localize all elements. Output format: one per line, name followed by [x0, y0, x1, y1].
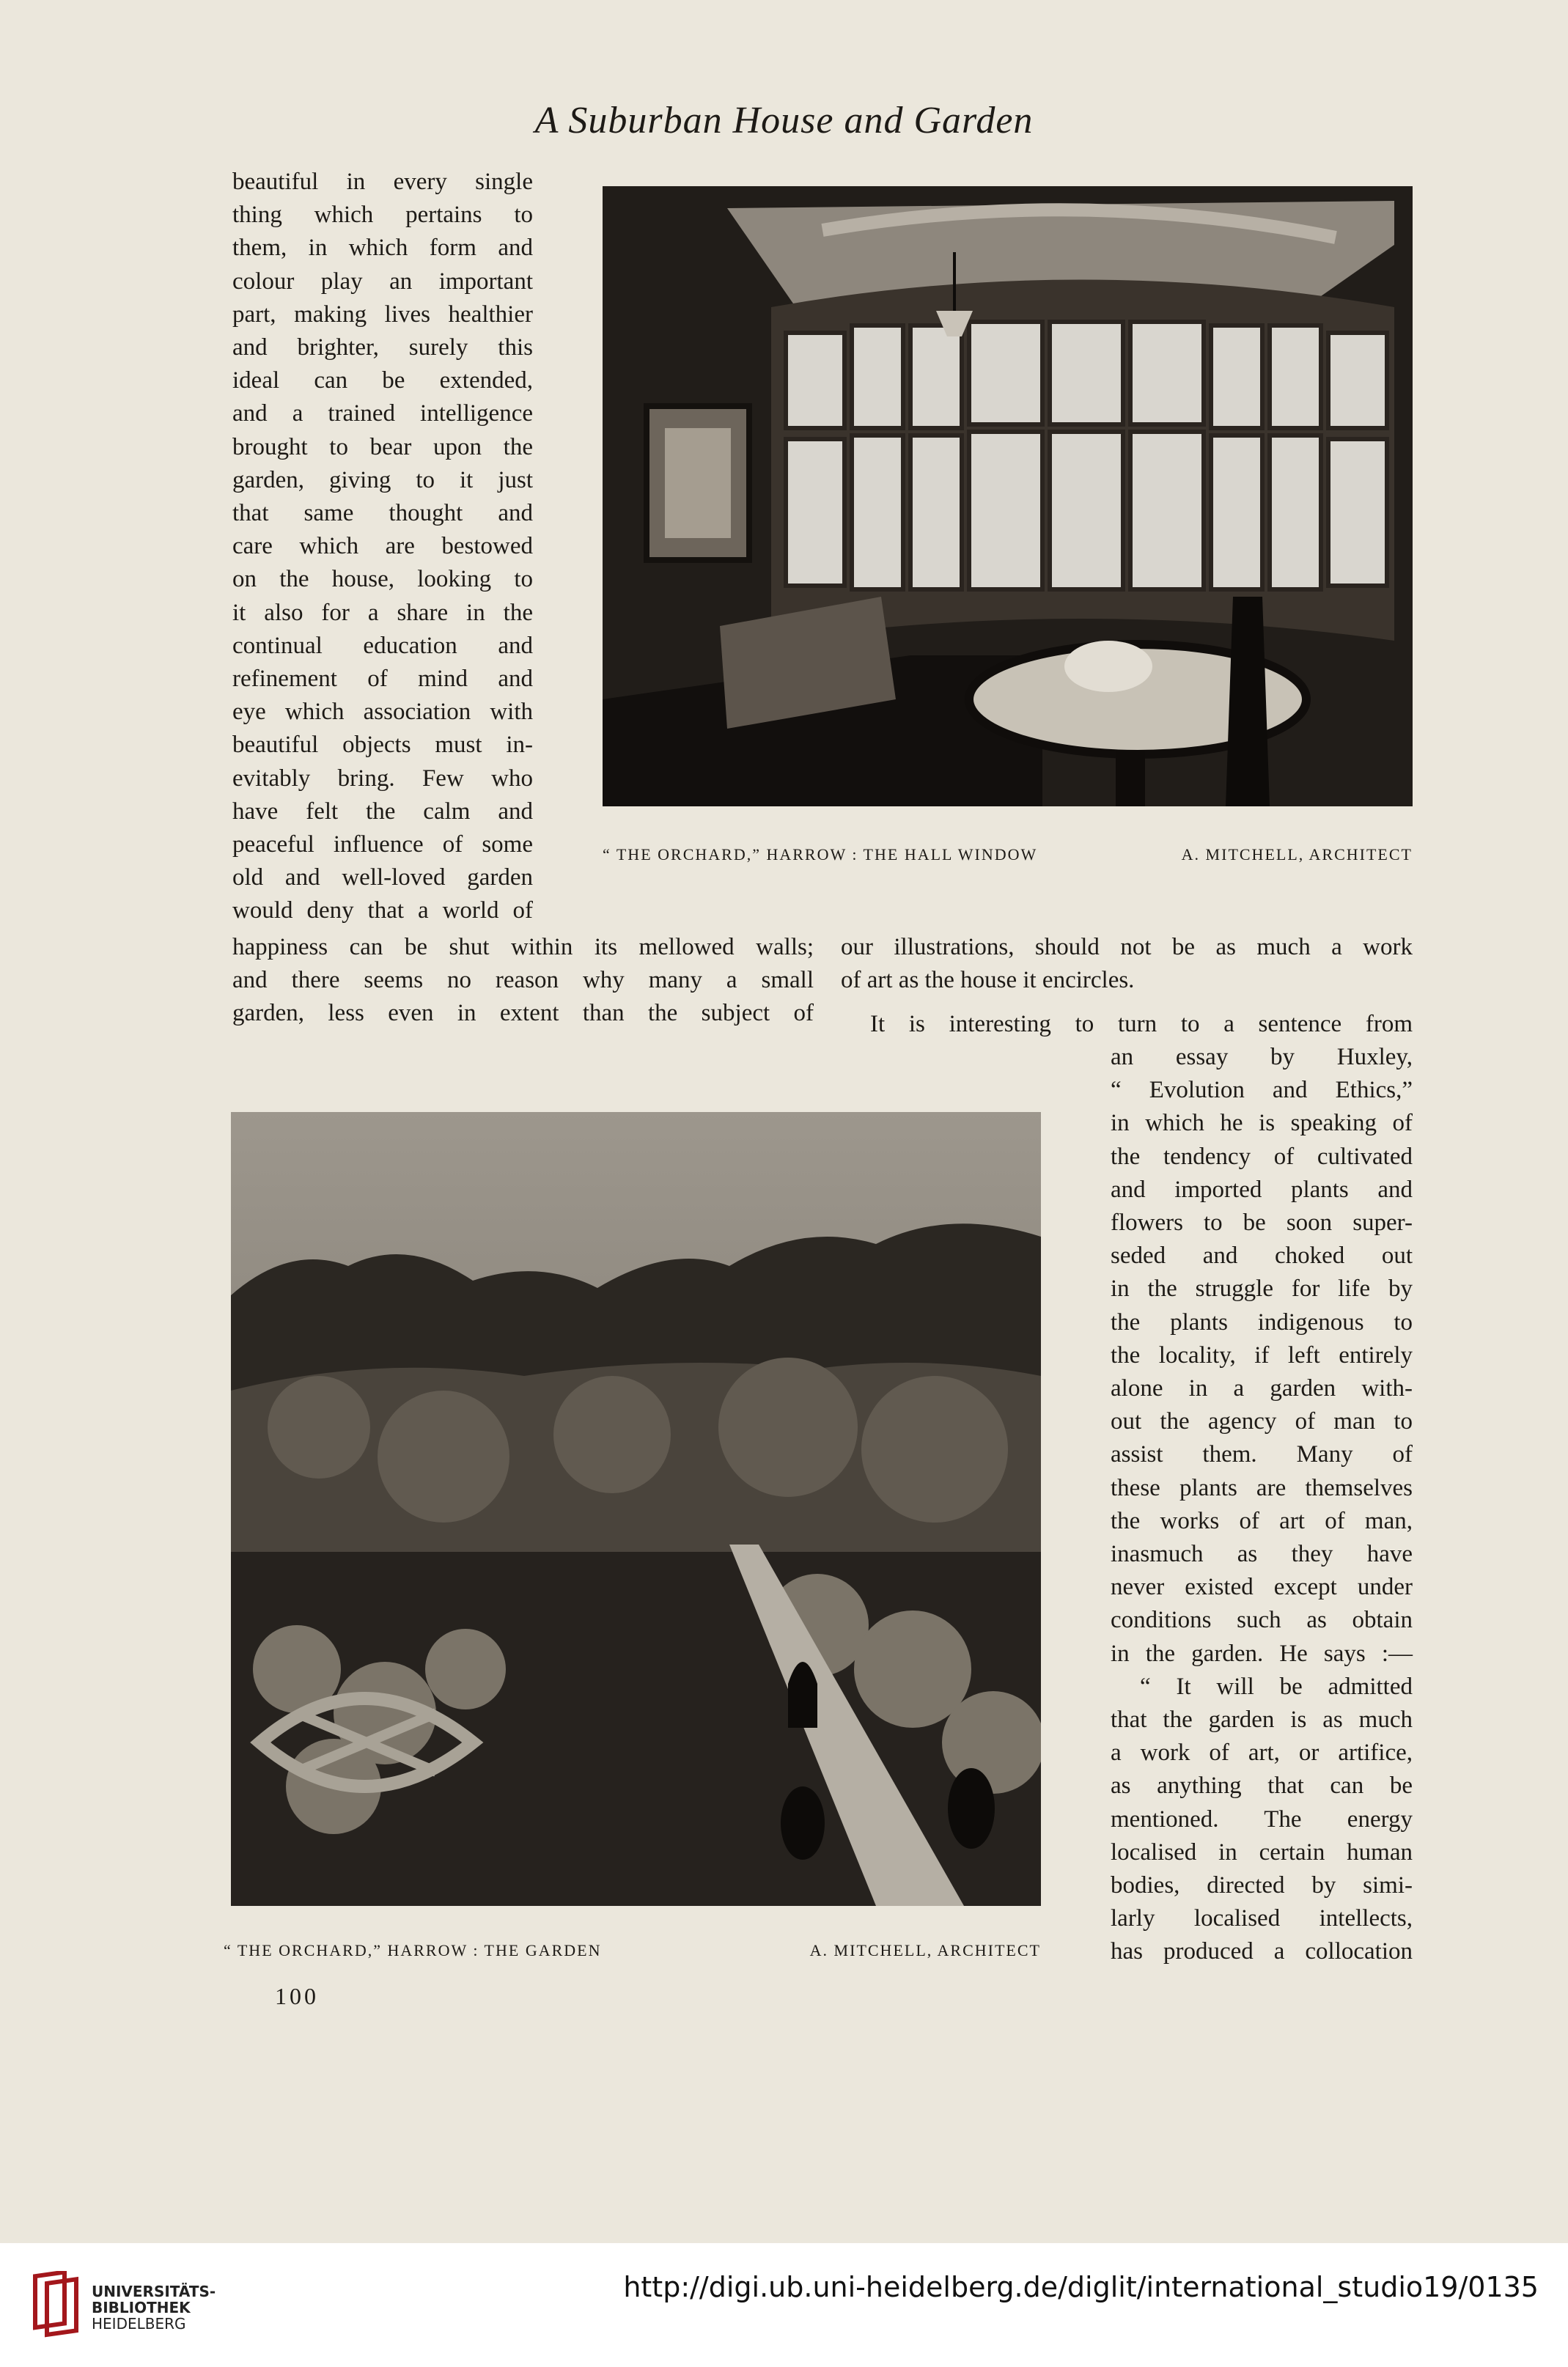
garden-illustration	[231, 1112, 1041, 1906]
library-name-line1: UNIVERSITÄTS-	[92, 2283, 216, 2300]
hall-window-illustration	[603, 186, 1413, 806]
source-url-link[interactable]: http://digi.ub.uni-heidelberg.de/diglit/international_studio19/0135	[623, 2271, 1539, 2303]
text-line: beautiful in every single	[232, 169, 533, 195]
text-line: refinement of mind and	[232, 666, 533, 693]
text-line: these plants are themselves	[1111, 1474, 1413, 1501]
text-line: inasmuch as they have	[1111, 1541, 1413, 1568]
text-line: beautiful objects must in-	[232, 732, 533, 759]
text-line: seded and choked out	[1111, 1243, 1413, 1270]
text-line: in which he is speaking of	[1111, 1110, 1413, 1137]
text-line: bodies, directed by simi-	[1111, 1872, 1413, 1899]
text-line: eye which association with	[232, 699, 533, 726]
text-line: as anything that can be	[1111, 1773, 1413, 1800]
page-number: 100	[275, 1983, 319, 2009]
text-line: part, making lives healthier	[232, 301, 533, 328]
text-line: larly localised intellects,	[1111, 1905, 1413, 1932]
garden-photo	[231, 1112, 1041, 1906]
text-line: localised in certain human	[1111, 1838, 1413, 1866]
text-line: mentioned. The energy	[1111, 1805, 1413, 1833]
paragraph-start-line: It is interesting to turn to a sentence from	[870, 1011, 1413, 1037]
text-line: care which are bestowed	[232, 533, 533, 560]
library-name-line3: HEIDELBERG	[92, 2315, 186, 2333]
garden-caption-title: “ THE ORCHARD,” HARROW : THE GARDEN	[224, 1941, 602, 1959]
text-line: and imported plants and	[1111, 1176, 1413, 1203]
text-line: garden, less even in extent than the subject of	[232, 1000, 814, 1027]
text-line: out the agency of man to	[1111, 1408, 1413, 1435]
text-line: colour play an important	[232, 268, 533, 295]
text-line: our illustrations, should not be as much a work	[841, 934, 1413, 960]
text-line: happiness can be shut within its mellowed walls;	[232, 934, 814, 960]
text-line: garden, giving to it just	[232, 466, 533, 493]
running-head: A Suburban House and Garden	[534, 100, 1034, 141]
library-footer	[0, 2243, 1568, 2367]
library-name	[92, 2283, 216, 2332]
text-line: flowers to be soon super-	[1111, 1210, 1413, 1237]
text-line: that the garden is as much	[1111, 1707, 1413, 1734]
text-line: of art as the house it encircles.	[841, 967, 1135, 994]
text-line: would deny that a world of	[232, 897, 533, 924]
text-line: ideal can be extended,	[232, 367, 533, 394]
text-line: have felt the calm and	[232, 798, 533, 825]
text-line: alone in a garden with-	[1111, 1375, 1413, 1402]
text-line: the plants indigenous to	[1111, 1308, 1413, 1336]
garden-caption	[224, 1941, 1041, 1960]
text-line: them, in which form and	[232, 235, 533, 262]
text-line: in the garden. He says :—	[1111, 1640, 1413, 1667]
library-name-line2: BIBLIOTHEK	[92, 2299, 191, 2316]
text-line: an essay by Huxley,	[1111, 1044, 1413, 1070]
text-line: and there seems no reason why many a small	[232, 967, 814, 994]
text-line: the tendency of cultivated	[1111, 1143, 1413, 1170]
text-line: peaceful influence of some	[232, 831, 533, 858]
text-line: a work of art, or artifice,	[1111, 1740, 1413, 1767]
text-line: in the struggle for life by	[1111, 1275, 1413, 1303]
text-line: and brighter, surely this	[232, 334, 533, 361]
text-line: thing which pertains to	[232, 202, 533, 229]
hall-window-caption-credit: A. MITCHELL, ARCHITECT	[1181, 845, 1413, 864]
right-column-text	[1111, 1041, 1413, 1969]
text-line: never existed except under	[1111, 1574, 1413, 1601]
text-line: continual education and	[232, 632, 533, 659]
text-line: brought to bear upon the	[232, 433, 533, 460]
text-line: “ Evolution and Ethics,”	[1111, 1077, 1413, 1104]
text-line: the works of art of man,	[1111, 1507, 1413, 1534]
hall-window-photo	[603, 186, 1413, 806]
library-logo-icon	[31, 2271, 82, 2341]
left-column-text	[232, 166, 533, 928]
text-line: conditions such as obtain	[1111, 1607, 1413, 1634]
wide-left-text	[232, 931, 814, 1031]
text-line: has produced a collocation	[1111, 1938, 1413, 1965]
text-line: the locality, if left entirely	[1111, 1341, 1413, 1369]
text-line: it also for a share in the	[232, 599, 533, 626]
text-line: assist them. Many of	[1111, 1441, 1413, 1468]
text-line: and a trained intelligence	[232, 400, 533, 427]
hall-window-caption	[603, 845, 1413, 864]
hall-window-caption-title: “ THE ORCHARD,” HARROW : THE HALL WINDOW	[603, 845, 1038, 864]
text-line: old and well-loved garden	[232, 864, 533, 891]
text-line: on the house, looking to	[232, 566, 533, 593]
text-line: evitably bring. Few who	[232, 765, 533, 792]
wide-right-text	[841, 931, 1413, 997]
text-line: that same thought and	[232, 500, 533, 527]
paragraph-start	[841, 1008, 1413, 1041]
garden-caption-credit: A. MITCHELL, ARCHITECT	[809, 1941, 1041, 1959]
text-line: “ It will be admitted	[1140, 1673, 1413, 1700]
